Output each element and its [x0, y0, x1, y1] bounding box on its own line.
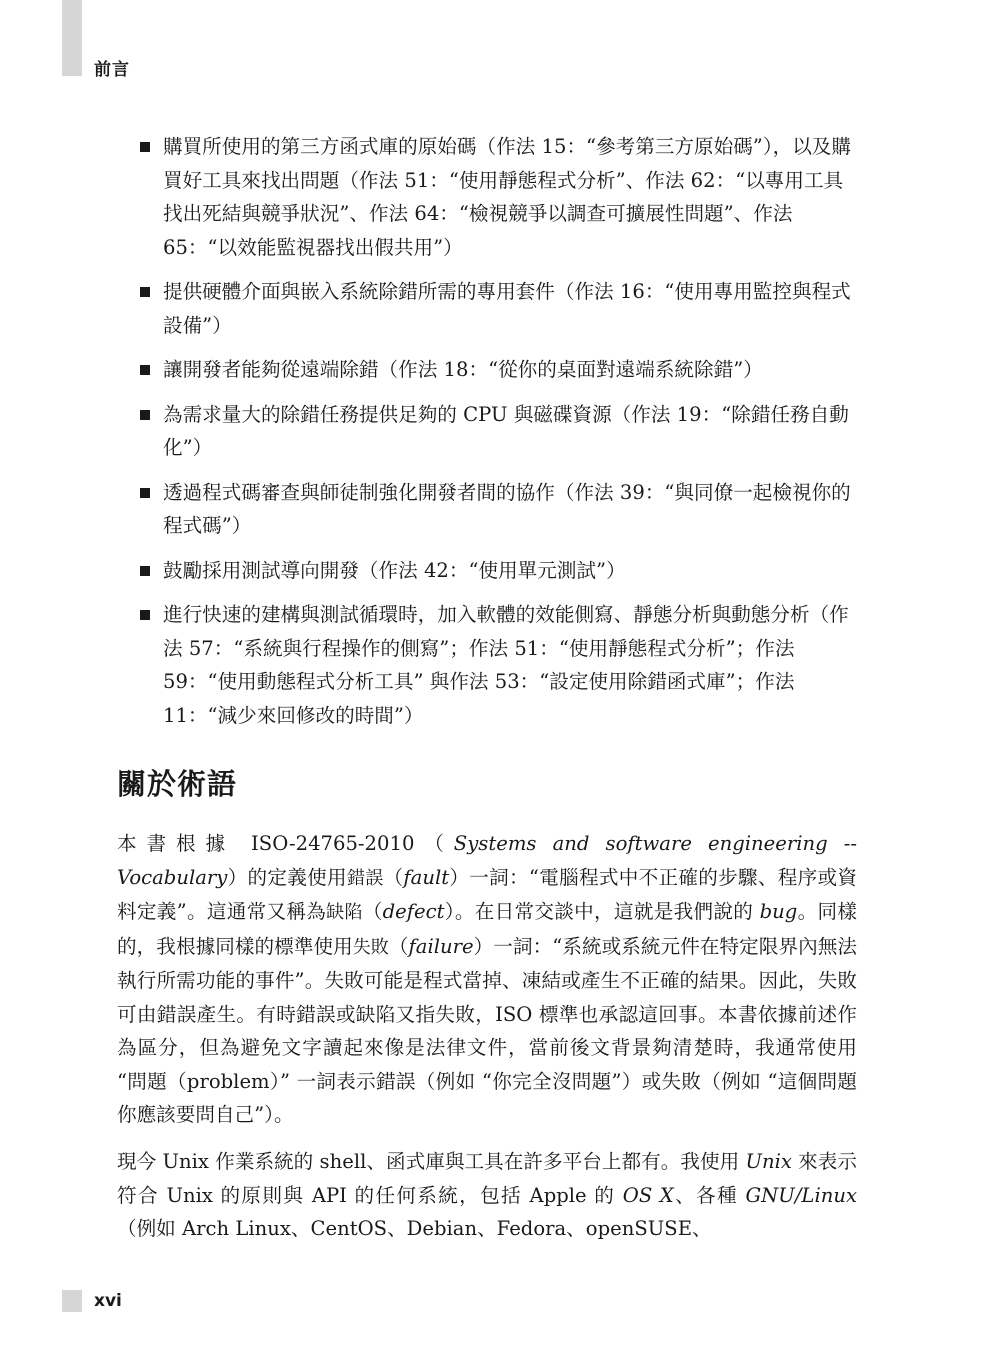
term-english: fault — [403, 865, 450, 889]
list-item — [140, 554, 856, 588]
paragraph-text: ）一詞：“電腦程式中不正確的步驟、程序或資料定義”。這通常又稱為 — [117, 865, 858, 923]
square-bullet-icon — [140, 142, 150, 152]
term-failure: 失敗 — [352, 936, 389, 958]
list-item — [140, 598, 856, 732]
square-bullet-icon — [140, 410, 150, 420]
list-item-text: 透過程式碼審查與師徒制強化開發者間的協作（作法 39：“與同僚一起檢視你的程式碼”） — [163, 480, 851, 537]
list-item — [140, 353, 856, 387]
square-bullet-icon — [140, 365, 150, 375]
paragraph-text: ）。在日常交談中，這就是我們說的 — [444, 900, 760, 923]
term-english: GNU/Linux — [745, 1183, 857, 1207]
list-item-text: 購買所使用的第三方函式庫的原始碼（作法 15：“參考第三方原始碼”），以及購買好工具來找出問題（作法 51：“使用靜態程式分析”、作法 62：“以專用工具找出死結與競爭狀況”、作法 64：“檢視競爭以調查可擴展性問題”、作法 65：“以效能監視器找出假共用”） — [163, 135, 851, 259]
list-item — [140, 398, 856, 465]
term-english: Unix — [745, 1150, 792, 1173]
term-english: defect — [382, 900, 445, 923]
square-bullet-icon — [140, 287, 150, 297]
paragraph-text: 。同樣的，我根據同樣的標準使用 — [117, 900, 858, 958]
list-item-text: 提供硬體介面與嵌入系統除錯所需的專用套件（作法 16：“使用專用監控與程式設備”） — [163, 280, 851, 337]
margin-marker-bottom — [62, 1290, 82, 1312]
list-item-text: 鼓勵採用測試導向開發（作法 42：“使用單元測試”） — [163, 558, 626, 582]
paragraph-text: 、各種 — [673, 1183, 746, 1207]
terminology-paragraph — [117, 827, 857, 1132]
paragraph-text: 來表示符合 Unix 的原則與 API 的任何系統，包括 Apple 的 — [117, 1150, 857, 1207]
paragraph-text: ）一詞：“系統或系統元件在特定限界內無法執行所需功能的事件”。失敗可能是程式當掉、凍結或產生不正確的結果。因此，失敗可由錯誤產生。有時錯誤或缺陷又指失敗，ISO 標準也承認這回事。本書依據前述作為區分，但為避免文字讀起來像是法律文件，當前後文背景夠清楚時，我通常使用 “問題（problem）” 一詞表示錯誤（例如 “你完全沒問題”）或失敗（例如 “這個問題你應該要問自己”）。 — [117, 934, 857, 1126]
square-bullet-icon — [140, 566, 150, 576]
list-item — [140, 275, 856, 342]
page-number: xvi — [94, 1291, 122, 1311]
term-fault: 錯誤 — [346, 867, 384, 889]
square-bullet-icon — [140, 488, 150, 498]
margin-marker-top — [62, 0, 82, 76]
practice-list — [140, 130, 856, 743]
running-header: 前言 — [94, 60, 130, 80]
term-english: bug — [759, 900, 798, 923]
paragraph-text: （例如 Arch Linux、CentOS、Debian、Fedora、openSUSE、 — [117, 1217, 712, 1240]
paragraph-text: 本書根據 ISO-24765-2010（ — [117, 832, 454, 855]
term-english: OS X — [622, 1183, 674, 1207]
list-item-text: 讓開發者能夠從遠端除錯（作法 18：“從你的桌面對遠端系統除錯”） — [163, 358, 763, 381]
list-item-text: 為需求量大的除錯任務提供足夠的 CPU 與磁碟資源（作法 19：“除錯任務自動化”） — [163, 402, 849, 459]
paragraph-text: （ — [388, 934, 409, 958]
term-english: failure — [408, 934, 474, 958]
section-heading: 關於術語 — [117, 767, 238, 801]
paragraph-text: （ — [362, 900, 383, 923]
paragraph-text: 現今 Unix 作業系統的 shell、函式庫與工具在許多平台上都有。我使用 — [117, 1150, 746, 1173]
list-item-text: 進行快速的建構與測試循環時，加入軟體的效能側寫、靜態分析與動態分析（作法 57：“系統與行程操作的側寫”；作法 51：“使用靜態程式分析”；作法 59：“使用動態程式分析工具” 與作法 53：“設定使用除錯函式庫”；作法 11：“減少來回修改的時間”） — [163, 603, 849, 727]
square-bullet-icon — [140, 610, 150, 620]
term-defect: 缺陷 — [326, 902, 363, 923]
standard-title: Systems and software engineering -- Vocabulary — [117, 832, 858, 889]
paragraph-text: （ — [383, 865, 404, 889]
paragraph-text: ）的定義使用 — [227, 865, 347, 889]
unix-paragraph — [117, 1145, 857, 1246]
list-item — [140, 130, 856, 264]
list-item — [140, 476, 856, 543]
